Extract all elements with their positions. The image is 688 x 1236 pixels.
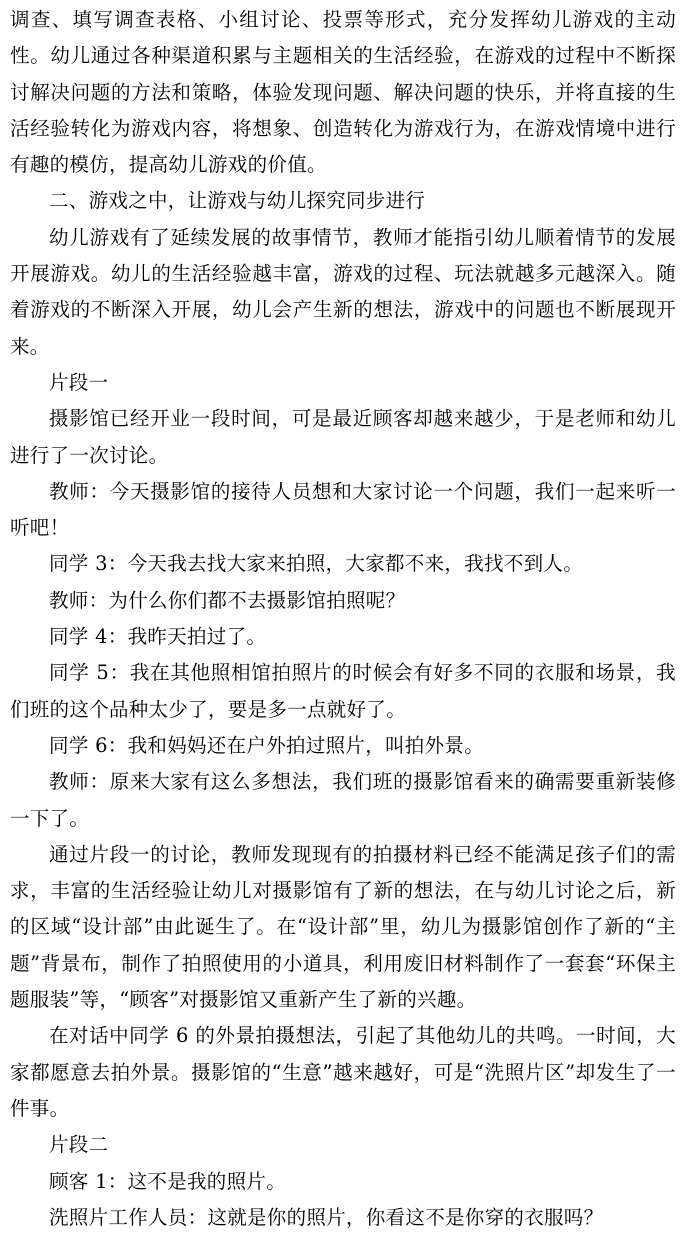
paragraph-outdoor-photos: 在对话中同学 6 的外景拍摄想法，引起了其他幼儿的共鸣。一时间，大家都愿意去拍外景。摄影馆的“生意”越来越好，可是“洗照片区”却发生了一件事。 <box>10 1024 676 1120</box>
paragraph-intro-continuation: 调查、填写调查表格、小组讨论、投票等形式，充分发挥幼儿游戏的主动性。幼儿通过各种渠道积累与主题相关的生活经验，在游戏的过程中不断探讨解决问题的方法和策略，体验发现问题、解决问题的快乐，并将直接的生活经验转化为游戏内容，将想象、创造转化为游戏行为，在游戏情境中进行有趣的模仿，提高幼儿游戏的价值。 <box>10 8 676 177</box>
paragraph-segment-one-context: 摄影馆已经开业一段时间，可是最近顾客却越来越少，于是老师和幼儿进行了一次讨论。 <box>10 407 676 467</box>
dialogue-photo-staff: 洗照片工作人员：这就是你的照片，你看这不是你穿的衣服吗？ <box>49 1205 604 1229</box>
paragraph-story-development: 幼儿游戏有了延续发展的故事情节，教师才能指引幼儿顺着情节的发展开展游戏。幼儿的生活经验越丰富，游戏的过程、玩法就越多元越深入。随着游戏的不断深入开展，幼儿会产生新的想法，游戏中的问题也不断展现开来。 <box>10 225 676 358</box>
dialogue-student-3: 同学 3：今天我去找大家来拍照，大家都不来，我找不到人。 <box>49 552 584 576</box>
section-heading-2: 二、游戏之中，让游戏与幼儿探究同步进行 <box>49 189 426 213</box>
dialogue-student-6: 同学 6：我和妈妈还在户外拍过照片，叫拍外景。 <box>49 733 485 757</box>
segment-one-heading: 片段一 <box>49 370 109 394</box>
dialogue-student-5: 同学 5：我在其他照相馆拍照片的时候会有好多不同的衣服和场景，我们班的这个品种太少了，要是多一点就好了。 <box>10 661 676 721</box>
dialogue-customer-1: 顾客 1：这不是我的照片。 <box>49 1169 287 1193</box>
dialogue-student-4: 同学 4：我昨天拍过了。 <box>49 625 267 649</box>
dialogue-teacher-3: 教师：原来大家有这么多想法，我们班的摄影馆看来的确需要重新装修一下了。 <box>10 770 676 830</box>
paragraph-design-department: 通过片段一的讨论，教师发现现有的拍摄材料已经不能满足孩子们的需求，丰富的生活经验让幼儿对摄影馆有了新的想法，在与幼儿讨论之后，新的区域“设计部”由此诞生了。在“设计部”里，幼儿为摄影馆创作了新的“主题”背景布，制作了拍照使用的小道具，利用废旧材料制作了一套套“环保主题服装”等，“顾客”对摄影馆又重新产生了新的兴趣。 <box>10 842 676 1012</box>
dialogue-teacher-1: 教师：今天摄影馆的接待人员想和大家讨论一个问题，我们一起来听一听吧！ <box>10 479 676 540</box>
segment-two-heading: 片段二 <box>49 1133 109 1157</box>
dialogue-teacher-2: 教师：为什么你们都不去摄影馆拍照呢？ <box>49 588 406 612</box>
